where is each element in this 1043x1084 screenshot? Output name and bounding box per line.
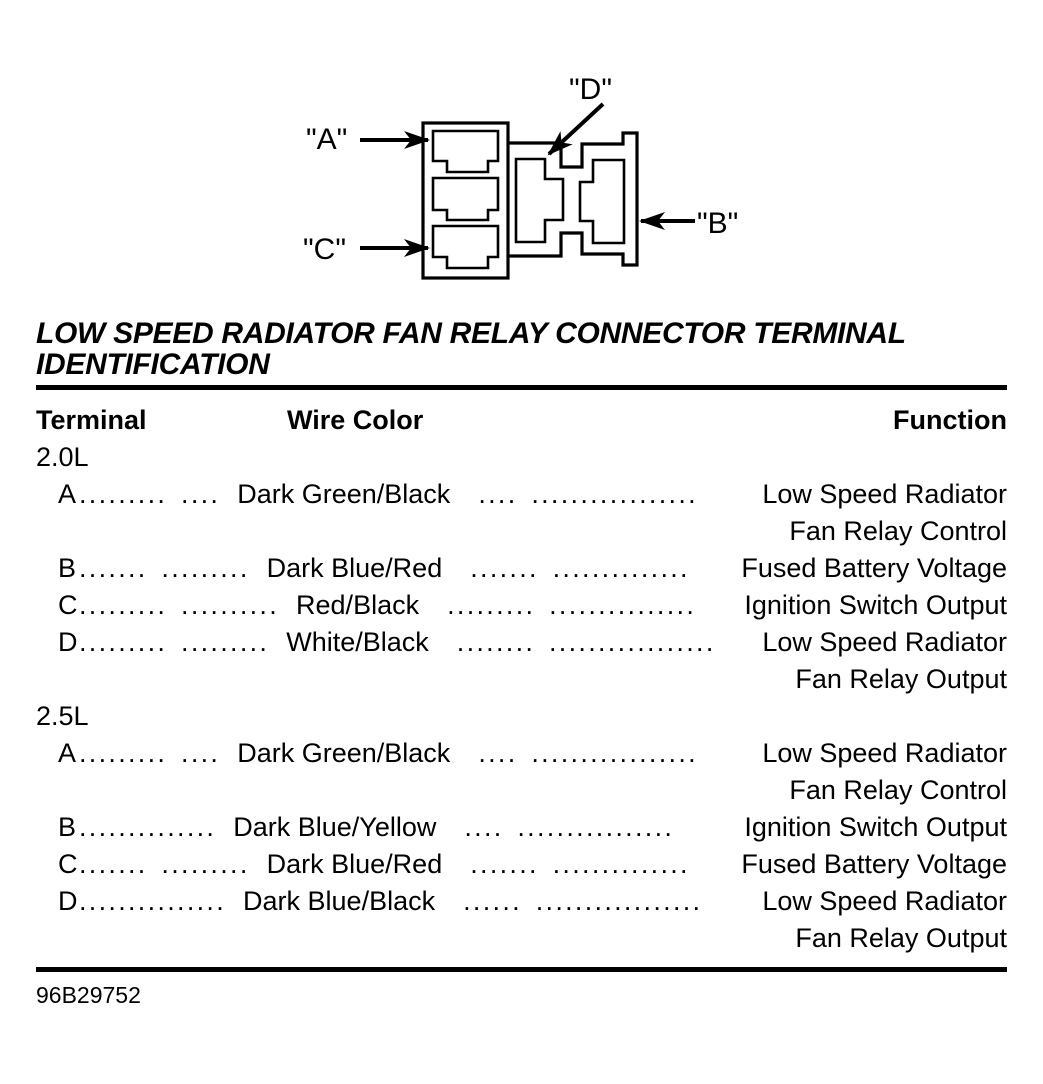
function-continuation [36,772,1007,809]
function-cell-line2: Fan Relay Control [789,516,1007,546]
callouts [303,73,738,266]
label-terminal-c: "C" [303,233,346,266]
dot-leader: .... ................. [478,479,698,509]
function-cell: Low Speed Radiator [762,627,1007,657]
function-cell: Fused Battery Voltage [741,849,1007,879]
table-row-25l-a [36,735,1007,772]
terminal-cavity-b [580,160,624,243]
function-cell: Ignition Switch Output [744,590,1007,620]
wire-color-cell: Dark Green/Black [237,738,451,768]
table-row-20l-d [36,624,1007,661]
function-cell-line2: Fan Relay Output [795,664,1007,694]
dot-leader: ....... ......... [79,849,250,879]
table-row-20l-c [36,587,1007,624]
function-cell-line2: Fan Relay Output [795,923,1007,953]
table-row-25l-c [36,846,1007,883]
function-cell: Low Speed Radiator [762,886,1007,916]
terminal-cell: D [58,627,78,657]
terminal-cell: D [58,886,78,916]
label-terminal-b: "B" [697,207,739,240]
figure-number: 96B29752 [36,982,141,1008]
label-terminal-a: "A" [306,123,348,156]
connector-left-housing [423,123,508,278]
arrow-d-icon [549,104,603,154]
divider-top [36,385,1007,390]
terminal-cell: B [58,812,77,842]
page-title-line1: LOW SPEED RADIATOR FAN RELAY CONNECTOR TERMINAL [36,317,906,350]
terminal-cell: A [58,479,77,509]
dot-leader: ............... [79,886,227,916]
wire-color-cell: Dark Green/Black [237,479,451,509]
wire-color-cell: Dark Blue/Red [266,553,443,583]
dot-leader: ......... .... [79,479,221,509]
connector-diagram [0,0,1043,310]
divider-bottom [36,967,1007,972]
dot-leader: ....... .............. [470,553,690,583]
function-cell: Low Speed Radiator [762,479,1007,509]
function-cell: Low Speed Radiator [762,738,1007,768]
engine-label-25l: 2.5L [36,701,89,731]
table-header-row [36,402,1007,439]
terminal-cavity-middle [433,178,498,220]
function-continuation [36,920,1007,957]
table-row-20l-a [36,476,1007,513]
table-row-25l-d [36,883,1007,920]
terminal-cell: C [58,590,78,620]
function-cell: Fused Battery Voltage [741,553,1007,583]
page-title [36,318,1007,380]
terminal-identification-section [36,318,1007,1009]
wire-color-cell: Dark Blue/Black [243,886,436,916]
terminal-cell: B [58,553,77,583]
dot-leader: .............. [79,812,217,842]
wire-color-cell: Dark Blue/Red [266,849,443,879]
dot-leader: ...... ................. [463,886,703,916]
connector-right-housing [508,133,637,265]
engine-label-20l: 2.0L [36,442,89,472]
function-continuation [36,661,1007,698]
dot-leader: ......... ......... [79,627,270,657]
table-row-25l-b [36,809,1007,846]
wire-color-cell: Dark Blue/Yellow [233,812,437,842]
dot-leader: ....... ......... [79,553,250,583]
terminal-cavity-c [433,226,498,268]
table-row-20l-b [36,550,1007,587]
dot-leader: ....... .............. [470,849,690,879]
function-cell-line2: Fan Relay Control [789,775,1007,805]
col-header-terminal: Terminal [36,405,147,435]
dot-leader: ......... .... [79,738,221,768]
function-cell: Ignition Switch Output [744,812,1007,842]
terminal-cell: A [58,738,77,768]
dot-leader: ........ ................. [456,627,716,657]
wire-color-cell: White/Black [286,627,429,657]
col-header-wire-color: Wire Color [287,405,424,435]
terminal-cavity-d [516,159,563,242]
dot-leader: ......... .......... [79,590,280,620]
dot-leader: ......... ............... [447,590,697,620]
terminal-cavity-a [433,131,498,172]
connector-body [423,123,637,278]
label-terminal-d: "D" [569,73,612,106]
dot-leader: .... ................ [464,812,675,842]
function-continuation [36,513,1007,550]
col-header-function: Function [893,405,1007,435]
terminal-cell: C [58,849,78,879]
wire-color-cell: Red/Black [296,590,420,620]
page-title-line2: IDENTIFICATION [36,348,270,381]
dot-leader: .... ................. [478,738,698,768]
